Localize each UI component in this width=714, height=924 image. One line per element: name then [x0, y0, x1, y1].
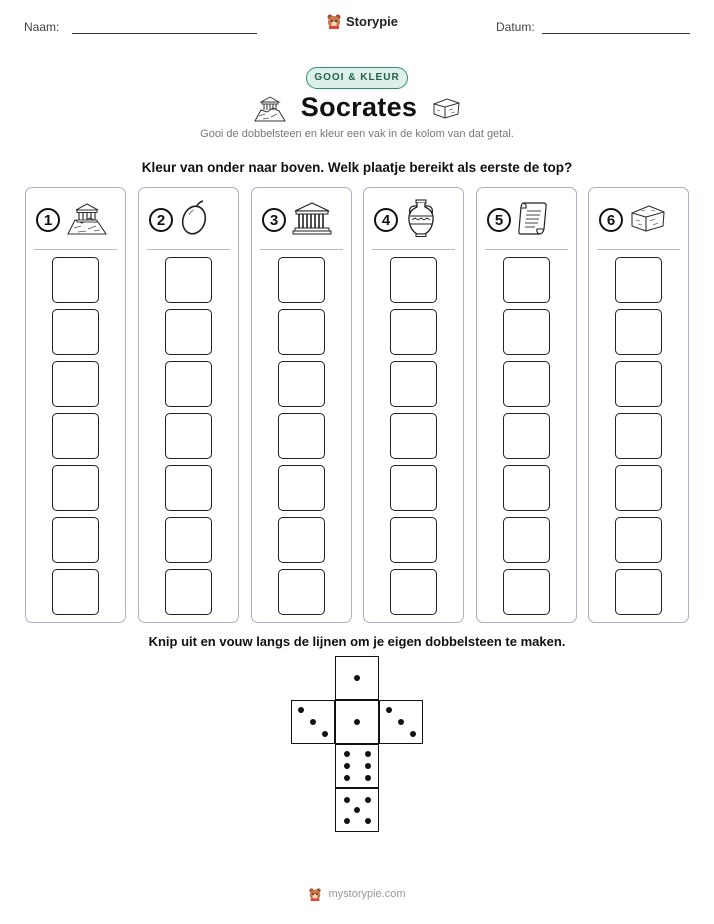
subtitle: Gooi de dobbelsteen en kleur een vak in de kolom van dat getal. — [200, 128, 514, 140]
title-row — [0, 92, 714, 123]
color-box[interactable] — [615, 257, 662, 303]
die-pip — [344, 818, 350, 824]
die-pip — [344, 751, 350, 757]
page-title: Socrates — [300, 92, 418, 122]
column-number: 5 — [487, 208, 511, 232]
column-number: 6 — [599, 208, 623, 232]
color-box[interactable] — [390, 569, 437, 615]
cutout-instruction: Knip uit en vouw langs de lijnen om je eigen dobbelsteen te maken. — [148, 634, 566, 649]
color-box[interactable] — [165, 309, 212, 355]
olive-icon — [179, 199, 209, 242]
color-box[interactable] — [278, 361, 325, 407]
column-divider — [485, 249, 568, 250]
color-box[interactable] — [165, 465, 212, 511]
color-box[interactable] — [52, 465, 99, 511]
color-box[interactable] — [52, 413, 99, 459]
column-number: 2 — [149, 208, 173, 232]
die-pip — [365, 751, 371, 757]
die-pip — [365, 775, 371, 781]
die-pip — [365, 818, 371, 824]
color-box[interactable] — [615, 569, 662, 615]
die-pip — [354, 719, 360, 725]
color-box[interactable] — [615, 465, 662, 511]
die-pip — [310, 719, 316, 725]
die-pip — [344, 763, 350, 769]
color-box[interactable] — [615, 413, 662, 459]
column-divider — [147, 249, 230, 250]
date-line — [542, 33, 690, 34]
column-3 — [251, 187, 352, 623]
date-label: Datum: — [496, 20, 535, 34]
instruction: Kleur van onder naar boven. Welk plaatje bereikt als eerste de top? — [141, 160, 573, 175]
color-box[interactable] — [165, 517, 212, 563]
color-box[interactable] — [390, 309, 437, 355]
color-box[interactable] — [52, 257, 99, 303]
die-pip — [365, 797, 371, 803]
color-box[interactable] — [278, 257, 325, 303]
column-header — [36, 200, 118, 240]
color-box[interactable] — [615, 309, 662, 355]
color-box[interactable] — [165, 413, 212, 459]
color-box[interactable] — [52, 361, 99, 407]
color-box[interactable] — [390, 465, 437, 511]
column-header — [487, 200, 569, 240]
color-box[interactable] — [503, 413, 550, 459]
bear-mascot-icon — [308, 887, 322, 901]
color-box[interactable] — [278, 309, 325, 355]
color-box[interactable] — [390, 413, 437, 459]
die-pip — [344, 797, 350, 803]
column-divider — [34, 249, 117, 250]
column-number: 4 — [374, 208, 398, 232]
die-pip — [322, 731, 328, 737]
column-number: 1 — [36, 208, 60, 232]
acropolis-icon — [253, 94, 287, 122]
column-header — [262, 200, 344, 240]
name-line — [72, 33, 257, 34]
die-pip — [398, 719, 404, 725]
bear-mascot-icon — [326, 13, 342, 29]
brand-logo — [326, 13, 398, 29]
column-5 — [476, 187, 577, 623]
color-box[interactable] — [165, 569, 212, 615]
die-pip — [354, 675, 360, 681]
color-box[interactable] — [390, 517, 437, 563]
brand-name: Storypie — [346, 13, 399, 29]
color-box[interactable] — [503, 361, 550, 407]
name-label: Naam: — [24, 20, 60, 34]
stone-block-icon — [431, 96, 461, 120]
column-2 — [138, 187, 239, 623]
color-box[interactable] — [278, 413, 325, 459]
die-face-6 — [335, 744, 379, 788]
die-face-1 — [335, 700, 379, 744]
color-box[interactable] — [503, 517, 550, 563]
column-1 — [25, 187, 126, 623]
scroll-icon — [517, 199, 551, 242]
color-box[interactable] — [52, 309, 99, 355]
column-divider — [372, 249, 455, 250]
color-box[interactable] — [390, 361, 437, 407]
column-divider — [597, 249, 680, 250]
color-box[interactable] — [278, 465, 325, 511]
color-box[interactable] — [615, 517, 662, 563]
greek-temple-icon — [292, 201, 332, 240]
column-header — [374, 200, 456, 240]
die-pip — [354, 807, 360, 813]
color-box[interactable] — [165, 257, 212, 303]
die-pip — [386, 707, 392, 713]
die-face-3 — [291, 700, 335, 744]
footer — [0, 887, 714, 901]
die-pip — [298, 707, 304, 713]
color-box[interactable] — [390, 257, 437, 303]
color-box[interactable] — [278, 569, 325, 615]
acropolis-icon — [66, 201, 108, 240]
color-box[interactable] — [615, 361, 662, 407]
die-face-1 — [335, 656, 379, 700]
column-6 — [588, 187, 689, 623]
color-box[interactable] — [52, 569, 99, 615]
stone-block-icon — [629, 203, 667, 238]
die-face-3 — [379, 700, 423, 744]
die-pip — [365, 763, 371, 769]
game-type-badge: GOOI & KLEUR — [306, 67, 408, 89]
color-box[interactable] — [165, 361, 212, 407]
color-box[interactable] — [278, 517, 325, 563]
color-box[interactable] — [52, 517, 99, 563]
color-box[interactable] — [503, 465, 550, 511]
color-box[interactable] — [503, 309, 550, 355]
die-pip — [410, 731, 416, 737]
amphora-icon — [404, 199, 438, 242]
column-number: 3 — [262, 208, 286, 232]
die-pip — [344, 775, 350, 781]
column-header — [599, 200, 681, 240]
column-header — [149, 200, 231, 240]
color-box[interactable] — [503, 257, 550, 303]
column-divider — [260, 249, 343, 250]
die-face-5 — [335, 788, 379, 832]
color-box[interactable] — [503, 569, 550, 615]
column-4 — [363, 187, 464, 623]
footer-url[interactable]: mystorypie.com — [328, 888, 406, 900]
